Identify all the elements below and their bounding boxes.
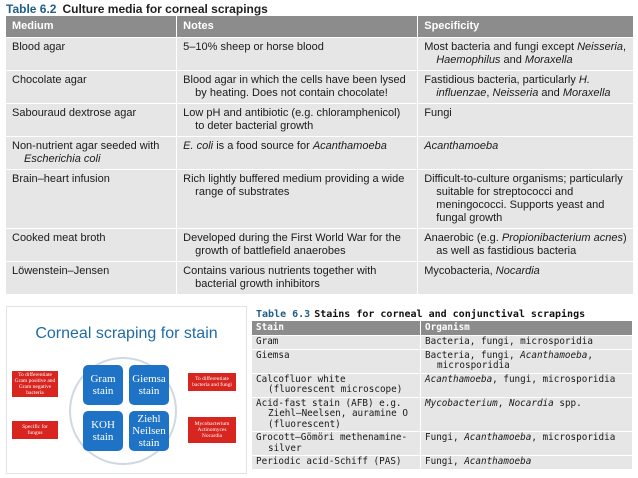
notes-cell: Contains various nutrients together with bacterial growth inhibitors	[177, 262, 418, 295]
specificity-cell: Difficult-to-culture organisms; particularly suitable for streptococci and meningococci. Supports yeast and fungal growth	[418, 170, 633, 229]
column-header-specificity: Specificity	[418, 16, 633, 38]
medium-cell: Non-nutrient agar seeded with Escherichia coli	[6, 137, 177, 170]
stain-cell: Giemsa	[252, 349, 421, 373]
organism-cell: Bacteria, fungi, Acanthamoeba, microsporidia	[421, 349, 633, 373]
column-header-notes: Notes	[177, 16, 418, 38]
specificity-cell: Anaerobic (e.g. Propionibacterium acnes) as well as fastidious bacteria	[418, 229, 633, 262]
table-body	[6, 38, 633, 295]
header-row	[252, 321, 632, 336]
stain-cell: Calcofluor white (fluorescent microscope)	[252, 373, 421, 397]
table-6-2-title	[6, 2, 268, 16]
specificity-cell: Most bacteria and fungi except Neisseria, Haemophilus and Moraxella	[418, 38, 633, 71]
stain-diagram-panel	[6, 306, 247, 474]
specificity-cell: Fastidious bacteria, particularly H. influenzae, Neisseria and Moraxella	[418, 71, 633, 104]
column-header-stain: Stain	[252, 321, 421, 336]
table-row	[6, 71, 633, 104]
organism-cell: Fungi, Acanthamoeba, microsporidia	[421, 432, 633, 456]
giemsa-stain-box: Giemsa stain	[129, 365, 169, 405]
diagram-title: Corneal scraping for stain	[35, 325, 218, 342]
header-row	[6, 16, 633, 38]
stain-cell: Grocott–Gömöri methenamine-silver	[252, 432, 421, 456]
medium-cell: Löwenstein–Jensen	[6, 262, 177, 295]
column-header-medium: Medium	[6, 16, 177, 38]
note-ziehl-neilsen: Mycobacterium Actinomyces Nocardia	[188, 417, 236, 443]
stain-cell: Acid-fast stain (AFB) e.g. Ziehl–Neelsen, auramine O (fluorescent)	[252, 397, 421, 432]
medium-cell: Sabouraud dextrose agar	[6, 104, 177, 137]
table-number: Table 6.3	[256, 309, 311, 320]
organism-cell: Fungi, Acanthamoeba	[421, 456, 633, 469]
medium-cell: Cooked meat broth	[6, 229, 177, 262]
table-row	[6, 104, 633, 137]
table-row	[252, 336, 632, 350]
table-row	[252, 397, 632, 432]
table-caption: Culture media for corneal scrapings	[62, 2, 268, 16]
organism-cell: Acanthamoeba, fungi, microsporidia	[421, 373, 633, 397]
notes-cell: Low pH and antibiotic (e.g. chloramphenicol) to deter bacterial growth	[177, 104, 418, 137]
culture-media-table	[6, 16, 633, 294]
table-row	[6, 137, 633, 170]
note-gram: To differentiate Gram positive and Gram negative bacteria	[12, 371, 58, 397]
stain-cell: Periodic acid-Schiff (PAS)	[252, 456, 421, 469]
medium-cell: Blood agar	[6, 38, 177, 71]
ziehl-neilsen-stain-box: Ziehl Neilsen stain	[129, 411, 169, 451]
organism-cell: Mycobacterium, Nocardia spp.	[421, 397, 633, 432]
table-row	[252, 432, 632, 456]
table-body	[252, 336, 632, 469]
specificity-cell: Mycobacteria, Nocardia	[418, 262, 633, 295]
medium-cell: Brain–heart infusion	[6, 170, 177, 229]
specificity-cell: Fungi	[418, 104, 633, 137]
table-row	[6, 38, 633, 71]
note-koh: Specific for fungus	[12, 421, 58, 439]
table-row	[252, 373, 632, 397]
notes-cell: E. coli is a food source for Acanthamoeba	[177, 137, 418, 170]
medium-cell: Chocolate agar	[6, 71, 177, 104]
table-row	[252, 349, 632, 373]
table-row	[252, 456, 632, 469]
notes-cell: Rich lightly buffered medium providing a wide range of substrates	[177, 170, 418, 229]
notes-cell: Developed during the First World War for the growth of battlefield anaerobes	[177, 229, 418, 262]
koh-stain-box: KOH stain	[83, 411, 123, 451]
note-giemsa: To differentiate bacteria and fungi	[188, 373, 236, 391]
stain-cell: Gram	[252, 336, 421, 350]
table-row	[6, 262, 633, 295]
table-number: Table 6.2	[6, 2, 57, 16]
table-6-3-title	[256, 309, 585, 320]
organism-cell: Bacteria, fungi, microsporidia	[421, 336, 633, 350]
notes-cell: Blood agar in which the cells have been lysed by heating. Does not contain chocolate!	[177, 71, 418, 104]
stains-table	[252, 321, 632, 469]
table-caption: Stains for corneal and conjunctival scrapings	[314, 309, 586, 320]
table-row	[6, 170, 633, 229]
gram-stain-box: Gram stain	[83, 365, 123, 405]
table-row	[6, 229, 633, 262]
specificity-cell: Acanthamoeba	[418, 137, 633, 170]
column-header-organism: Organism	[421, 321, 633, 336]
notes-cell: 5–10% sheep or horse blood	[177, 38, 418, 71]
